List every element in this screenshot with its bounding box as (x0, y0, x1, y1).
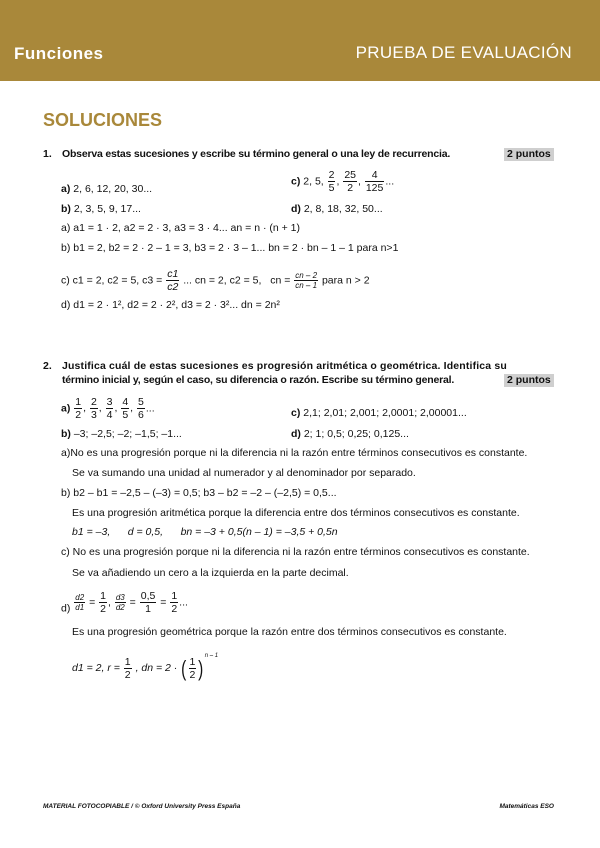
q1-option-c: c) 2, 5, $\frac{2}{5}$ , $\frac{25}{2}$ , $\frac{4}{125}$ ... (291, 169, 395, 194)
q1-solution-d: d) d1 = 2 · 1², d2 = 2 · 2², d3 = 2 · 3²... dn = 2n² (61, 299, 280, 311)
q2-option-a: a) $\frac{1}{2}$ , $\frac{2}{3}$ , $\frac{3}{4}$ , $\frac{4}{5}$ , $\frac{5}{6}$ ... (61, 396, 155, 421)
page-header (0, 0, 600, 81)
q2-solution-b-line1: b) b2 – b1 = –2,5 – (–3) = 0,5; b3 – b2 = –2 – (–2,5) = 0,5... (61, 487, 337, 499)
q2-solution-d-line1: d) $\frac{d2}{d1}$ = $\frac{1}{2}$ , $\frac{d3}{d2}$ = $\frac{0,5}{1}$ = $\frac{1}{2}$ ... (61, 590, 188, 615)
q2-option-c: c) 2,1; 2,01; 2,001; 2,0001; 2,00001... (291, 407, 467, 419)
q2-number: 2. (43, 360, 52, 372)
fraction: $\frac{5}{6}$ (138, 396, 144, 421)
q2-solution-a-line2: Se va sumando una unidad al numerador y al denominador por separado. (72, 467, 416, 479)
q1-statement: Observa estas sucesiones y escribe su término general o una ley de recurrencia. (62, 148, 451, 160)
fraction: $\frac{2}{3}$ (90, 396, 97, 421)
footer-copyright: MATERIAL FOTOCOPIABLE / © Oxford University Press España (43, 803, 241, 810)
footer-subject: Matemáticas ESO (499, 803, 554, 810)
q1-option-b: b) 2, 3, 5, 9, 17... (61, 203, 141, 215)
q2-solution-b-line2: Es una progresión aritmética porque la diferencia entre dos términos consecutivos es constante. (72, 507, 520, 519)
q2-solution-c-line1: c) No es una progresión porque ni la diferencia ni la razón entre términos consecutivos es constante. (61, 546, 530, 558)
q2-option-d: d) 2; 1; 0,5; 0,25; 0,125... (291, 428, 409, 440)
q2-statement-line1: Justifica cuál de estas sucesiones es progresión aritmética o geométrica. Identifica su (62, 360, 507, 372)
q1-solution-a: a) a1 = 1 · 2, a2 = 2 · 3, a3 = 3 · 4... an = n · (n + 1) (61, 222, 301, 234)
fraction: $\frac{4}{5}$ (122, 396, 129, 421)
q1-solution-c: c) c1 = 2, c2 = 5, c3 = $\frac{c1}{c2}$ ... cn = 2, c2 = 5, cn = $\frac{cn - 2}{cn - 1}$ para n > 2 (61, 268, 370, 293)
fraction: $\frac{3}{4}$ (106, 396, 113, 421)
q2-solution-a-line1: a)No es una progresión porque ni la diferencia ni la razón entre términos consecutivos es constante. (61, 447, 528, 459)
q2-solution-c-line2: Se va añadiendo un cero a la izquierda en la parte decimal. (72, 567, 349, 579)
q1-number: 1. (43, 148, 52, 160)
q2-solution-d-line2: Es una progresión geométrica porque la razón entre dos términos consecutivos es constante. (72, 626, 507, 638)
q2-statement-line2: término inicial y, según el caso, su diferencia o razón. Escribe su término general. (62, 374, 455, 386)
q1-option-d: d) 2, 8, 18, 32, 50... (291, 203, 383, 215)
q2-solution-d-line3: d1 = 2, r = $\frac{1}{2}$ , dn = 2 · ( $\frac{1}{2}$ )$^{n - 1}$ (72, 653, 219, 681)
q2-points-badge: 2 puntos (504, 374, 554, 387)
page-title: SOLUCIONES (43, 110, 163, 130)
header-test-title: PRUEBA DE EVALUACIÓN (355, 43, 572, 62)
q2-solution-b-line3: b1 = –3, d = 0,5, bn = –3 + 0,5(n – 1) = –3,5 + 0,5n (72, 526, 338, 538)
q1-option-a: a) 2, 6, 12, 20, 30... (61, 183, 153, 195)
header-section: Funciones (14, 44, 104, 63)
q1-points-badge: 2 puntos (504, 148, 554, 161)
fraction: $\frac{1}{2}$ (75, 396, 82, 421)
q2-option-b: b) –3; –2,5; –2; –1,5; –1... (61, 428, 182, 440)
q1-solution-b: b) b1 = 2, b2 = 2 · 2 – 1 = 3, b3 = 2 · 3 – 1... bn = 2 · bn – 1 – 1 para n>1 (61, 242, 399, 254)
